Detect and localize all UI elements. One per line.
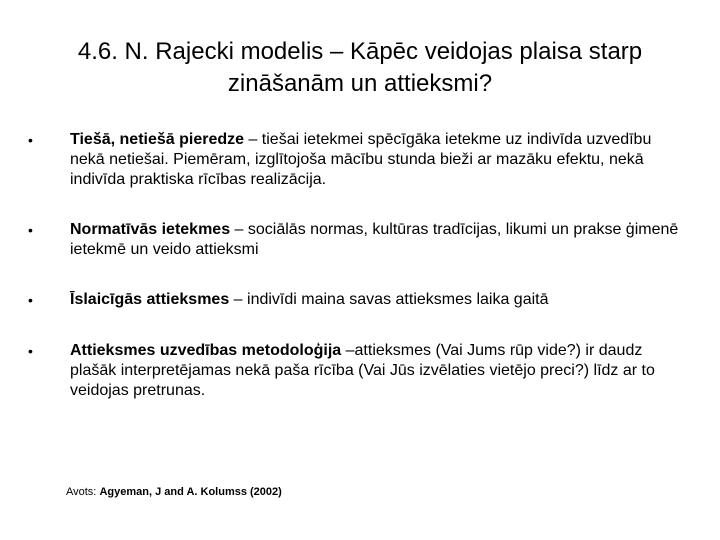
bullet-text: –attieksmes (Vai Jums rūp vide?) ir daudz plašāk interpretējamas nekā paša rīcība (Vai Jūs izvēlaties vietējo preci?) līdz ar to veidojas pretrunas. [70,342,655,399]
bullet-item [24,341,684,401]
source-prefix: Avots: [66,486,100,498]
bullet-term: Tiešā, netiešā pieredze [70,131,245,148]
bullet-dot-icon: • [28,343,33,359]
bullet-text: – tiešai ietekmei spēcīgāka ietekme uz indivīda uzvedību nekā netiešai. Piemēram, izglītojoša mācību stunda bieži ar mazāku efektu, nekā indivīda praktiska rīcības realizācija. [70,131,652,188]
bullet-item [24,290,684,310]
source-citation [66,485,282,499]
bullet-list [24,130,684,431]
bullet-term: Īslaicīgās attieksmes [70,291,230,308]
bullet-term: Normatīvās ietekmes [70,221,231,238]
bullet-text: – indivīdi maina savas attieksmes laika gaitā [229,291,549,308]
source-authors: Agyeman, J and A. Kolumss (2002) [99,486,282,498]
bullet-item [24,130,684,190]
bullet-dot-icon: • [28,292,33,308]
bullet-item [24,220,684,260]
slide-title: 4.6. N. Rajecki modelis – Kāpēc veidojas plaisa starp zināšanām un attieksmi? [77,38,643,97]
bullet-dot-icon: • [28,222,33,238]
bullet-dot-icon: • [28,132,33,148]
bullet-term: Attieksmes uzvedības metodoloģija [70,342,342,359]
bullet-text: – sociālās normas, kultūras tradīcijas, likumi un prakse ģimenē ietekmē un veido attieksmi [70,221,679,258]
